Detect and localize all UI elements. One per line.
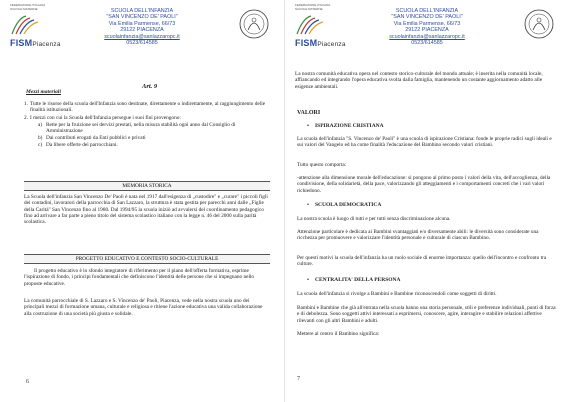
school-header: SCUOLA DELL'INFANZIA "SAN VINCENZO DE' PAOLI" Via Emilia Parmense, 66/73 29122 PIACENZA scuolainfanzia@sanlazzaropc.it 0523/614585	[357, 8, 497, 46]
fism-logo	[295, 4, 350, 48]
attenzione2-text: Attenzione particolare è dedicata ai Bambini svantaggiati e/o diversamente abili: le diversità sono considerate una ricchezza per promuovere e valorizzare l'identità personale e culturale di ciascun Bambino.	[297, 229, 539, 242]
intro-text: La nostra comunità educativa opera nel contesto storico-culturale del mondo attuale; è inserita nella comunità locale, affiancando ed integrando l'opera educativa svolta dalla famiglia, mantenendo un costante aggiornamento adatto alle esigenze ambientali.	[295, 71, 543, 90]
list-subitem-b: b) Dai contributi erogati da Enti pubblici e privati	[38, 135, 146, 141]
ispirazione-text: La scuola dell'infanzia "S. Vincenzo de' Paoli" è una scuola di ispirazione Cristiana: fonde le proprie radici sugli ideali e sui valori del Vangelo ed ha come finalità l'educazione del Bambino secondo valori cristiani.	[297, 136, 552, 149]
school-header: SCUOLA DELL'INFANZIA "SAN VINCENZO DE' PAOLI" Via Emilia Parmense, 66/73 29122 PIACENZA scuolainfanzia@sanlazzaropc.it 0523/614585	[72, 8, 212, 46]
fism-federation-text: FEDERAZIONE ITALIANA SCUOLE MATERNE	[10, 3, 46, 11]
fism-name: FISMPiacenza	[295, 38, 346, 48]
centralita-heading: • CENTRALITA' DELLA PERSONA	[307, 277, 401, 283]
fism-mark-icon	[10, 14, 42, 36]
section-subtitle: Mezzi materiali	[26, 89, 61, 95]
progetto-text: Il progetto educativo è lo sfondo integratore di riferimento per il piano dell'offerta formativa, esprime l'ispirazione di fondo, i principi fondamentali che definiscono l'identità delle persone che si impegnano nello proposte educative.	[24, 268, 255, 287]
democratica-text: La nostra scuola è luogo di tutti e per tutti senza discriminazione alcuna.	[297, 216, 451, 222]
fism-mark-icon	[295, 14, 327, 36]
right-page	[285, 0, 570, 402]
page-number: 7	[297, 376, 300, 382]
school-email-link[interactable]: scuolainfanzia@sanlazzaropc.it	[104, 33, 180, 40]
centralita-text: La scuola dell'infanzia si rivolge a Bambini e Bambine riconoscendoli come soggetti di diritti.	[297, 291, 497, 297]
fism-name: FISMPiacenza	[10, 38, 61, 48]
fism-logo	[10, 4, 65, 48]
list-subitem-c: c) Da libere offerte dei parrocchiani.	[38, 142, 118, 148]
school-emblem-icon	[236, 8, 272, 40]
questi-text: Per questi motivi la scuola dell'infanzia ha un ruolo sociale di enorme importanza: quello dell'incontro e confronto tra culture.	[297, 255, 547, 268]
memoria-text: La Scuola dell'infanzia San Vincenzo De' Paoli è nata nel 1917 dall'esigenza di „custodire" e „curare" i piccoli figli dei contadini, lavoratori della parrocchia di San Lazzaro, la struttura è stata gestita per parecchi anni dalle „Figlie della Carità" San Vincenzo fino al 1980. Dal 1994/95 la scuola iniziò ad avvalersi del coordinamento pedagogico fino ad arrivare a far parte a pieno titolo del sistema scolastico italiano con la legge n. 46 del 2000 sulla parità scolastica.	[24, 194, 268, 226]
page-number: 6	[26, 379, 29, 385]
article-title: Art. 9	[142, 83, 158, 90]
democratica-heading: • SCUOLA DEMOCRATICA	[307, 202, 382, 208]
list-item-2: 2. I mezzi con cui la Scuola dell'Infanzia persegue i suoi fini provengono:	[24, 115, 181, 121]
ispirazione-heading: • ISPIRAZIONE CRISTIANA	[307, 123, 384, 129]
fism-federation-text: FEDERAZIONE ITALIANA SCUOLE MATERNE	[295, 3, 331, 11]
tutto-text: Tutto questo comporta:	[297, 162, 347, 168]
school-email-link[interactable]: scuolainfanzia@sanlazzaropc.it	[389, 33, 465, 40]
progetto-heading: PROGETTO EDUCATIVO E CONTESTO SOCIO-CULTURALE	[24, 254, 270, 264]
memoria-heading: MEMORIA STORICA	[24, 181, 270, 191]
list-item-1: 1. Tutte le risorse della scuola dell'Infanzia sono destinate, direttamente o indirettamente, al raggiungimento delle finalità istituzionali.	[24, 101, 266, 114]
list-subitem-a: a) Rette per la fruizione sei dervizi prestati, nella misura stabilità ogni anno dal Consiglio di Amministrazione	[38, 122, 236, 135]
bambini-text: Bambini e Bambine che già all'entrata nella scuola hanno una storia personale, stili e preferenze individuali, punti di forza e di debolezza. Sono soggetti attivi interessati a esprimersi, conoscere, agire, interagire e stabilire relazioni affettive rilevanti con gli altri Bambini e adulti.	[297, 305, 556, 324]
school-emblem-icon	[521, 8, 557, 40]
attenzione-text: -attenzione alla dimensione morale dell'educazione: si pongono al primo posto i valori della vita, dell'accoglienza, della condivisione, della solidarietà, della pace, valorizzando gli atteggiamenti e i comportamenti concreti che i vari valori richiedono.	[297, 175, 551, 194]
comunita-text: La comunità parrocchiale di S. Lazzaro e S. Vincenzo de' Paoli, Piacenza, vede nella nostra scuola uno dei principali mezzi di formazione umana, culturale e religiosa e ritiene l'azione educativa una valida collaborazione alla costruzione di una società più giusta e solidale.	[24, 298, 263, 317]
valori-heading: VALORI	[297, 110, 321, 116]
mettere-text: Mettere al centro il Bambino significa:	[297, 331, 380, 337]
